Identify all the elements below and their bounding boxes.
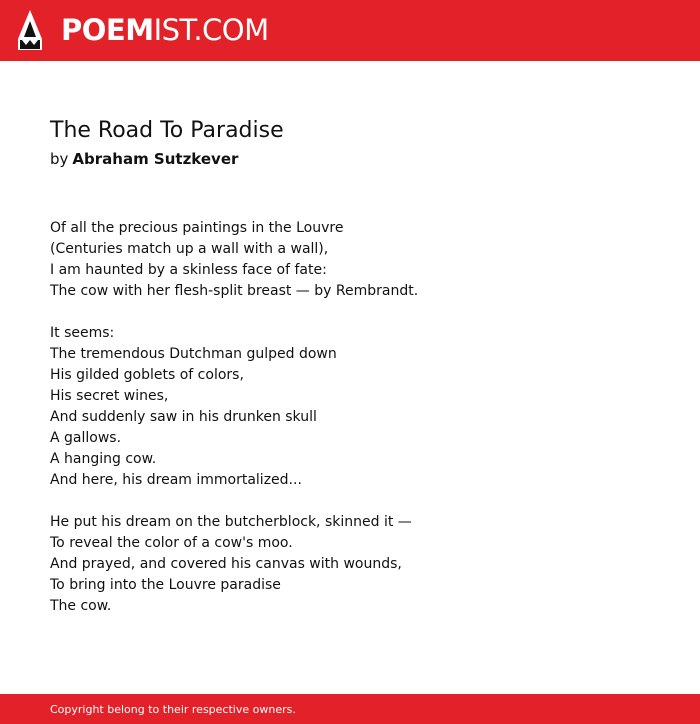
poem-line: A gallows. (50, 430, 122, 446)
pencil-tip-icon[interactable] (17, 9, 43, 51)
poem-title: The Road To Paradise (50, 118, 284, 143)
poem-line: To bring into the Louvre paradise (50, 577, 281, 593)
poem-line: He put his dream on the butcherblock, skinned it — (50, 514, 412, 530)
byline (50, 148, 238, 170)
logo-bold-text: POEM (61, 13, 154, 47)
poem-line: His gilded goblets of colors, (50, 367, 244, 383)
poem-line: And prayed, and covered his canvas with wounds, (50, 556, 402, 572)
poem-line: To reveal the color of a cow's moo. (50, 535, 293, 551)
logo-light-text: IST.COM (153, 13, 269, 47)
poem-line: The cow with her flesh-split breast — by Rembrandt. (50, 283, 419, 299)
site-header (0, 0, 700, 61)
poem-stanza (50, 218, 670, 302)
site-footer (0, 694, 700, 724)
poem-line: And here, his dream immortalized... (50, 472, 302, 488)
poem-line: The tremendous Dutchman gulped down (50, 346, 337, 362)
author-name: Abraham Sutzkever (72, 150, 239, 168)
poem-line: It seems: (50, 325, 115, 341)
poem-body (50, 218, 670, 638)
copyright-notice: Copyright belong to their respective owners. (50, 703, 296, 716)
poem-line: I am haunted by a skinless face of fate: (50, 262, 327, 278)
site-logo[interactable] (61, 12, 269, 48)
poem-line: A hanging cow. (50, 451, 157, 467)
poem-line: His secret wines, (50, 388, 169, 404)
poem-line: Of all the precious paintings in the Louvre (50, 220, 344, 236)
poem-stanza (50, 512, 670, 617)
poem-line: And suddenly saw in his drunken skull (50, 409, 317, 425)
poem-stanza (50, 323, 670, 491)
poem-line: The cow. (50, 598, 112, 614)
by-prefix: by (50, 150, 69, 168)
poem-line: (Centuries match up a wall with a wall), (50, 241, 329, 257)
